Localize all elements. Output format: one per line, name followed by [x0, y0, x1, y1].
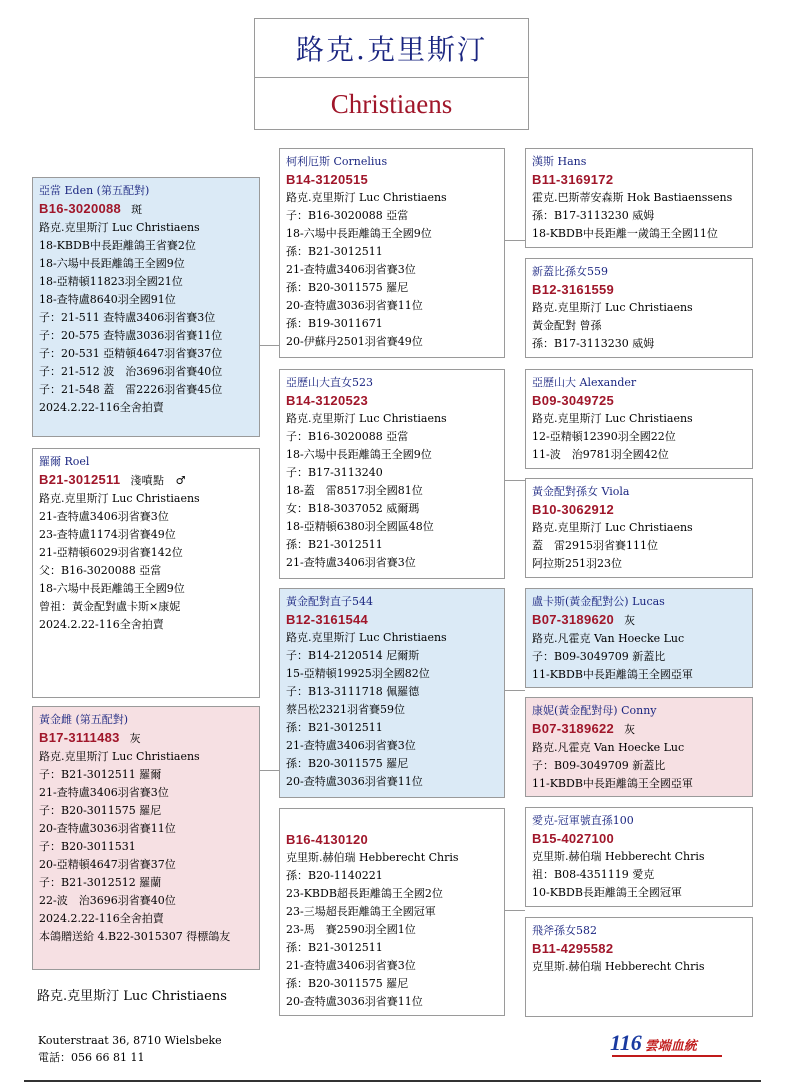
card-line: 蔡呂松2321羽省賽59位 [286, 703, 405, 716]
card-line: 子：21-548 蓋 雷2226羽省賽45位 [39, 383, 223, 396]
pedigree-card-ancestor-6 [525, 697, 753, 797]
pigeon-name: 愛克-冠軍號直孫100 [532, 814, 634, 827]
color-label: 灰 [624, 614, 636, 627]
pigeon-name: 新蓋比孫女559 [532, 265, 608, 278]
card-line: 克里斯.赫伯瑞 Hebberecht Chris [532, 960, 705, 973]
breeder-name: 路克.克里斯汀 Luc Christiaens [37, 989, 227, 1004]
card-line: 路克.克里斯汀 Luc Christiaens [532, 521, 693, 534]
ring-number: B17-3111483 灰 [39, 730, 141, 745]
card-line: 子：B17-3113240 [286, 466, 383, 479]
pedigree-card-grandsire-1 [279, 148, 505, 358]
card-line: 22-波 治3696羽省賽40位 [39, 894, 176, 907]
card-line: 蓋 雷2915羽省賽111位 [532, 539, 658, 552]
pedigree-card-granddam-2 [279, 808, 505, 1016]
card-line: 曾祖：黃金配對盧卡斯×康妮 [39, 600, 181, 613]
card-line: 孫：B21-3012511 [286, 941, 383, 954]
card-line: 12-亞精頓12390羽全國22位 [532, 430, 676, 443]
card-line: 2024.2.22-116全舍拍賣 [39, 618, 164, 631]
card-line: 路克.克里斯汀 Luc Christiaens [286, 631, 447, 644]
card-line: 18-KBDB中長距離鴿王省賽2位 [39, 239, 196, 252]
card-line: 子：B16-3020088 亞當 [286, 209, 409, 222]
pigeon-name: 羅爾 Roel [39, 455, 90, 468]
card-line: 21-查特盧3406羽省賽3位 [39, 510, 169, 523]
connector [504, 480, 525, 481]
ring-number: B09-3049725 [532, 393, 615, 408]
card-line: 18-六場中長距離鴿王全國9位 [39, 257, 185, 270]
card-line: 23-查特盧1174羽省賽49位 [39, 528, 176, 541]
pigeon-name: 亞歷山大 Alexander [532, 376, 637, 389]
pedigree-card-ancestor-5 [525, 588, 753, 688]
card-line: 子：B21-3012511 羅爾 [39, 768, 162, 781]
card-line: 孫：B20-3011575 羅尼 [286, 757, 409, 770]
card-line: 15-亞精頓19925羽全國82位 [286, 667, 430, 680]
color-label: 淺噴點 ♂ [130, 474, 186, 487]
phone: 電話：056 66 81 11 [38, 1051, 145, 1064]
pigeon-name: 亞歷山大直女523 [286, 376, 373, 389]
card-line: 孫：B21-3012511 [286, 245, 383, 258]
color-label: 灰 [129, 732, 141, 745]
pedigree-card-grandsire-2 [279, 588, 505, 798]
card-line: 路克.克里斯汀 Luc Christiaens [39, 750, 200, 763]
card-line: 孫：B20-3011575 羅尼 [286, 281, 409, 294]
card-line: 路克.克里斯汀 Luc Christiaens [532, 412, 693, 425]
color-label: 斑 [131, 203, 143, 216]
logo-underline [612, 1055, 722, 1057]
card-line: 21-亞精頓6029羽省賽142位 [39, 546, 183, 559]
card-line: 子：B09-3049709 新蓋比 [532, 759, 666, 772]
logo-number: 116 [610, 1030, 642, 1055]
card-line: 孫：B20-1140221 [286, 869, 383, 882]
card-line: 21-查特盧3406羽省賽3位 [286, 959, 416, 972]
card-line: 11-波 治9781羽全國42位 [532, 448, 669, 461]
card-line: 11-KBDB中長距離鴿王全國亞軍 [532, 668, 693, 681]
card-line: 父：B16-3020088 亞當 [39, 564, 162, 577]
card-line: 克里斯.赫伯瑞 Hebberecht Chris [532, 850, 705, 863]
pedigree-card-ancestor-3 [525, 369, 753, 469]
pedigree-card-ancestor-4 [525, 478, 753, 578]
ring-number: B12-3161544 [286, 612, 369, 627]
ring-number: B07-3189622 灰 [532, 721, 636, 736]
pedigree-card-dam [32, 706, 260, 970]
card-line: 21-查特盧3406羽省賽3位 [39, 786, 169, 799]
card-line: 23-馬 賽2590羽全國1位 [286, 923, 416, 936]
card-line: 21-查特盧3406羽省賽3位 [286, 739, 416, 752]
card-line: 2024.2.22-116全舍拍賣 [39, 401, 164, 414]
pigeon-name: 飛斧孫女582 [532, 924, 597, 937]
card-line: 霍克.巴斯蒂安森斯 Hok Bastiaenssens [532, 191, 733, 204]
card-line: 路克.凡霍克 Van Hoecke Luc [532, 632, 685, 645]
pedigree-card-ancestor-2 [525, 258, 753, 358]
page-title-chinese: 路克.克里斯汀 [255, 19, 528, 78]
connector [259, 770, 279, 771]
logo-text: 雲端血統 [644, 1039, 697, 1054]
card-line: 孫：B20-3011575 羅尼 [286, 977, 409, 990]
card-line: 23-三場超長距離鴿王全國冠軍 [286, 905, 436, 918]
pigeon-name: 黃金配對孫女 Viola [532, 485, 630, 498]
contact-block [38, 1032, 222, 1066]
pigeon-name [286, 813, 498, 831]
card-line: 子：20-531 亞精頓4647羽省賽37位 [39, 347, 223, 360]
card-line: 子：21-511 查特盧3406羽省賽3位 [39, 311, 216, 324]
ring-number: B10-3062912 [532, 502, 615, 517]
pigeon-name: 柯利厄斯 Cornelius [286, 155, 388, 168]
card-line: 子：B21-3012512 羅蘭 [39, 876, 162, 889]
card-line: 子：B09-3049709 新蓋比 [532, 650, 666, 663]
card-line: 阿拉斯251羽23位 [532, 557, 622, 570]
card-line: 子：B14-2120514 尼爾斯 [286, 649, 420, 662]
card-line: 子：20-575 查特盧3036羽省賽11位 [39, 329, 223, 342]
card-line: 本鴿贈送給 4.B22-3015307 得標鴿友 [39, 930, 231, 943]
card-line: 路克.克里斯汀 Luc Christiaens [39, 221, 200, 234]
pedigree-card-subject [32, 448, 260, 698]
ring-number: B15-4027100 [532, 831, 615, 846]
ring-number: B11-3169172 [532, 172, 614, 187]
card-line: 克里斯.赫伯瑞 Hebberecht Chris [286, 851, 459, 864]
card-line: 路克.凡霍克 Van Hoecke Luc [532, 741, 685, 754]
card-line: 18-六場中長距離鴿王全國9位 [39, 582, 185, 595]
bottom-divider [24, 1080, 761, 1082]
ring-number: B14-3120515 [286, 172, 369, 187]
pigeon-name: 亞當 Eden (第五配對) [39, 184, 150, 197]
color-label: 灰 [624, 723, 636, 736]
card-line: 路克.克里斯汀 Luc Christiaens [286, 412, 447, 425]
card-line: 18-亞精頓6380羽全國區48位 [286, 520, 434, 533]
pigeon-name: 盧卡斯(黃金配對公) Lucas [532, 595, 665, 608]
card-line: 20-查特盧3036羽省賽11位 [286, 775, 423, 788]
pedigree-card-granddam-1 [279, 369, 505, 579]
card-line: 23-KBDB超長距離鴿王全國2位 [286, 887, 443, 900]
card-line: 2024.2.22-116全舍拍賣 [39, 912, 164, 925]
connector [504, 910, 525, 911]
card-line: 路克.克里斯汀 Luc Christiaens [532, 301, 693, 314]
pedigree-card-ancestor-1 [525, 148, 753, 248]
ring-number: B21-3012511 淺噴點 ♂ [39, 472, 186, 487]
ring-number: B07-3189620 灰 [532, 612, 636, 627]
pigeon-name: 黃金雌 (第五配對) [39, 713, 129, 726]
card-line: 路克.克里斯汀 Luc Christiaens [286, 191, 447, 204]
card-line: 孫：B17-3113230 威姆 [532, 337, 655, 350]
card-line: 18-亞精頓11823羽全國21位 [39, 275, 183, 288]
card-line: 20-查特盧3036羽省賽11位 [39, 822, 176, 835]
card-line: 21-查特盧3406羽省賽3位 [286, 263, 416, 276]
card-line: 孫：B21-3012511 [286, 721, 383, 734]
card-line: 女：B18-3037052 威爾瑪 [286, 502, 420, 515]
card-line: 20-查特盧3036羽省賽11位 [286, 995, 423, 1008]
card-line: 20-伊蘇丹2501羽省賽49位 [286, 335, 423, 348]
card-line: 18-六場中長距離鴿王全國9位 [286, 227, 432, 240]
card-line: 子：B20-3011575 羅尼 [39, 804, 162, 817]
ring-number: B16-4130120 [286, 832, 369, 847]
card-line: 子：21-512 波 治3696羽省賽40位 [39, 365, 223, 378]
card-line: 20-查特盧3036羽省賽11位 [286, 299, 423, 312]
card-line: 18-查特盧8640羽全國91位 [39, 293, 176, 306]
card-line: 子：B16-3020088 亞當 [286, 430, 409, 443]
connector [259, 345, 279, 346]
brand-logo [610, 1030, 697, 1056]
card-line: 21-查特盧3406羽省賽3位 [286, 556, 416, 569]
card-line: 子：B20-3011531 [39, 840, 136, 853]
card-line: 路克.克里斯汀 Luc Christiaens [39, 492, 200, 505]
pedigree-card-sire-of-sire [32, 177, 260, 437]
title-box [254, 18, 529, 130]
card-line: 孫：B19-3011671 [286, 317, 383, 330]
pigeon-name: 黃金配對直子544 [286, 595, 373, 608]
card-line: 18-KBDB中長距離一歲鴿王全國11位 [532, 227, 718, 240]
card-line: 20-亞精頓4647羽省賽37位 [39, 858, 176, 871]
pigeon-name: 康妮(黃金配對母) Conny [532, 704, 657, 717]
ring-number: B11-4295582 [532, 941, 614, 956]
card-line: 18-六場中長距離鴿王全國9位 [286, 448, 432, 461]
connector [504, 690, 525, 691]
address: Kouterstraat 36, 8710 Wielsbeke [38, 1034, 222, 1047]
card-line: 18-蓋 雷8517羽全國81位 [286, 484, 423, 497]
ring-number: B14-3120523 [286, 393, 369, 408]
ring-number: B16-3020088 斑 [39, 201, 143, 216]
pedigree-card-ancestor-7 [525, 807, 753, 907]
card-line: 11-KBDB中長距離鴿王全國亞軍 [532, 777, 693, 790]
card-line: 孫：B21-3012511 [286, 538, 383, 551]
card-line: 10-KBDB長距離鴿王全國冠軍 [532, 886, 682, 899]
card-line: 子：B13-3111718 佩羅德 [286, 685, 420, 698]
pigeon-name: 漢斯 Hans [532, 155, 587, 168]
pedigree-card-ancestor-8 [525, 917, 753, 1017]
page-title-english: Christiaens [330, 88, 453, 119]
ring-number: B12-3161559 [532, 282, 615, 297]
connector [504, 240, 525, 241]
card-line: 黃金配對 曾孫 [532, 319, 602, 332]
card-line: 祖：B08-4351119 愛克 [532, 868, 655, 881]
card-line: 孫：B17-3113230 威姆 [532, 209, 655, 222]
